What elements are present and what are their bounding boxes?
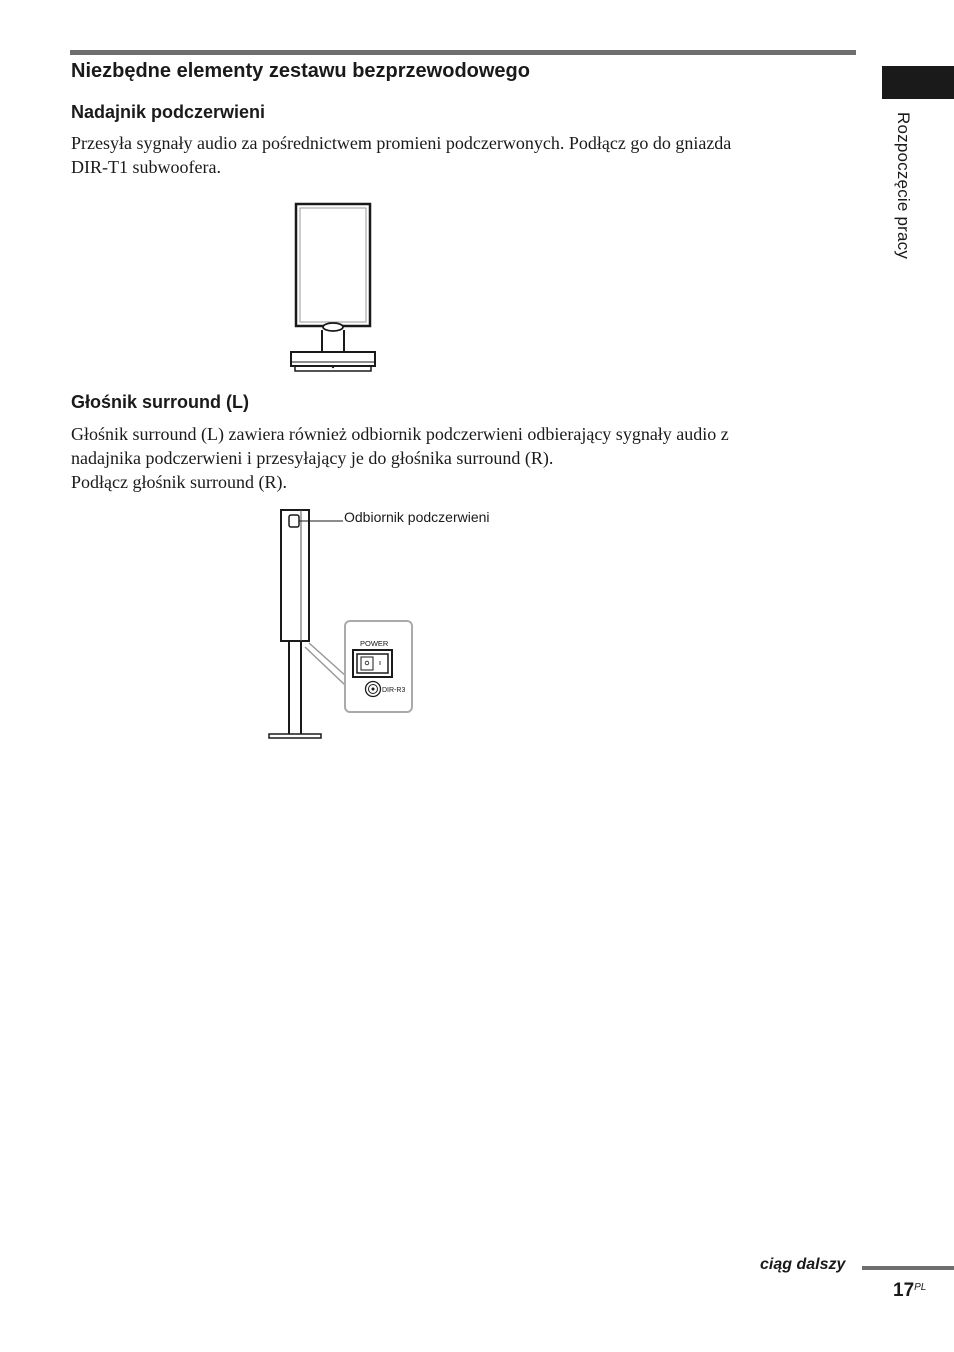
top-rule	[70, 50, 856, 55]
text-line: Podłącz głośnik surround (R).	[71, 472, 287, 492]
side-chapter-label: Rozpoczęcie pracy	[894, 112, 913, 260]
side-tab-marker	[882, 66, 954, 99]
text-line: Przesyła sygnały audio za pośrednictwem promieni podczerwonych. Podłącz go do gniazda	[71, 133, 732, 153]
surround-heading: Głośnik surround (L)	[71, 392, 249, 412]
text-line: Głośnik surround (L) zawiera również odbiornik podczerwieni odbierający sygnały audio z	[71, 424, 729, 444]
text-line: DIR-T1 subwoofera.	[71, 157, 221, 177]
surround-speaker-illustration	[265, 505, 420, 745]
ir-receiver-callout: Odbiornik podczerwieni	[344, 509, 490, 525]
surround-description	[71, 422, 851, 494]
transmitter-heading: Nadajnik podczerwieni	[71, 102, 266, 122]
section-title: Niezbędne elementy zestawu bezprzewodowego	[71, 60, 530, 82]
text-line: nadajnika podczerwieni i przesyłający je do głośnika surround (R).	[71, 448, 554, 468]
transmitter-description	[71, 131, 851, 179]
page-language-suffix: PL	[914, 1282, 927, 1293]
continued-note: ciąg dalszy	[760, 1256, 846, 1273]
page-number	[893, 1280, 926, 1302]
dir-r3-label: DIR-R3	[382, 687, 406, 694]
ir-transmitter-illustration	[285, 200, 380, 375]
page-number-value: 17	[893, 1280, 915, 1301]
continued-rule	[862, 1266, 954, 1270]
power-label: POWER	[360, 639, 389, 648]
